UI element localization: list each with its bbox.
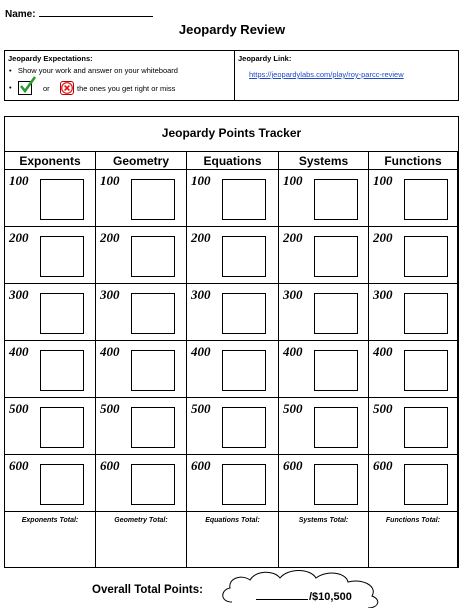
- answer-box[interactable]: [40, 236, 84, 277]
- score-cell: [5, 227, 96, 284]
- answer-box[interactable]: [314, 350, 358, 391]
- points-tracker: [4, 116, 459, 568]
- answer-box[interactable]: [404, 350, 448, 391]
- point-value: 400: [373, 344, 393, 359]
- score-cell: [187, 341, 279, 398]
- answer-box[interactable]: [222, 407, 266, 448]
- column-total: Equations Total:: [187, 512, 279, 568]
- point-value: 500: [100, 401, 120, 416]
- max-points: /$10,500: [309, 591, 352, 603]
- score-cell: [369, 341, 458, 398]
- score-cell: [279, 284, 369, 341]
- answer-box[interactable]: [131, 293, 175, 334]
- score-cell: [369, 398, 458, 455]
- jeopardy-link[interactable]: https://jeopardylabs.com/play/roy-parcc-review: [249, 70, 404, 79]
- page-title: Jeopardy Review: [178, 22, 286, 37]
- answer-box[interactable]: [222, 350, 266, 391]
- column-total: Systems Total:: [279, 512, 369, 568]
- answer-box[interactable]: [404, 407, 448, 448]
- point-value: 600: [100, 458, 120, 473]
- point-value: 500: [191, 401, 211, 416]
- score-field: [256, 591, 352, 603]
- score-cell: [187, 227, 279, 284]
- score-cell: [187, 398, 279, 455]
- point-value: 200: [191, 230, 211, 245]
- score-cell: [96, 227, 187, 284]
- expectation-text-2: the ones you get right or miss: [77, 84, 176, 93]
- point-value: 100: [9, 173, 29, 188]
- link-heading: Jeopardy Link:: [238, 54, 292, 63]
- answer-box[interactable]: [404, 293, 448, 334]
- column-header-equations: Equations: [187, 152, 279, 170]
- score-cell: [279, 455, 369, 512]
- score-cell: [5, 455, 96, 512]
- expectations-panel: [5, 51, 235, 100]
- score-cell: [187, 170, 279, 227]
- point-value: 200: [373, 230, 393, 245]
- point-value: 600: [191, 458, 211, 473]
- score-cell: [96, 341, 187, 398]
- answer-box[interactable]: [131, 407, 175, 448]
- point-value: 100: [283, 173, 303, 188]
- score-cell: [96, 398, 187, 455]
- answer-box[interactable]: [40, 407, 84, 448]
- point-value: 400: [283, 344, 303, 359]
- answer-box[interactable]: [131, 236, 175, 277]
- point-value: 600: [9, 458, 29, 473]
- column-header-exponents: Exponents: [5, 152, 96, 170]
- answer-box[interactable]: [404, 464, 448, 505]
- answer-box[interactable]: [40, 350, 84, 391]
- answer-box[interactable]: [222, 464, 266, 505]
- info-box: [4, 50, 459, 101]
- score-cell: [279, 398, 369, 455]
- point-value: 300: [373, 287, 393, 302]
- answer-box[interactable]: [40, 179, 84, 220]
- point-value: 400: [100, 344, 120, 359]
- expectation-text-1: Show your work and answer on your whiteboard: [17, 66, 178, 75]
- score-cell: [279, 341, 369, 398]
- name-field: [5, 7, 153, 20]
- expectations-heading: Jeopardy Expectations:: [8, 54, 93, 63]
- answer-box[interactable]: [314, 293, 358, 334]
- score-cell: [369, 170, 458, 227]
- column-header-geometry: Geometry: [96, 152, 187, 170]
- checkmark-icon: [18, 81, 32, 95]
- column-total: Geometry Total:: [96, 512, 187, 568]
- point-value: 100: [373, 173, 393, 188]
- score-line: [256, 599, 308, 600]
- name-label: Name:: [5, 9, 36, 20]
- tracker-title: Jeopardy Points Tracker: [5, 117, 458, 152]
- answer-box[interactable]: [404, 179, 448, 220]
- score-cell: [279, 227, 369, 284]
- answer-box[interactable]: [40, 293, 84, 334]
- x-mark-icon: [60, 81, 74, 95]
- score-cell: [369, 284, 458, 341]
- answer-box[interactable]: [40, 464, 84, 505]
- answer-box[interactable]: [222, 236, 266, 277]
- column-total: Functions Total:: [369, 512, 458, 568]
- answer-box[interactable]: [314, 407, 358, 448]
- point-value: 200: [9, 230, 29, 245]
- point-value: 300: [283, 287, 303, 302]
- score-cell: [96, 170, 187, 227]
- point-value: 400: [191, 344, 211, 359]
- answer-box[interactable]: [131, 179, 175, 220]
- point-value: 500: [373, 401, 393, 416]
- column-header-functions: Functions: [369, 152, 458, 170]
- point-value: 300: [191, 287, 211, 302]
- point-value: 600: [283, 458, 303, 473]
- answer-box[interactable]: [314, 179, 358, 220]
- column-total: Exponents Total:: [5, 512, 96, 568]
- answer-box[interactable]: [314, 236, 358, 277]
- expectation-bullet-2: •: [9, 83, 12, 92]
- score-cell: [96, 455, 187, 512]
- score-cell: [5, 284, 96, 341]
- answer-box[interactable]: [222, 293, 266, 334]
- score-cell: [5, 170, 96, 227]
- point-value: 400: [9, 344, 29, 359]
- score-cell: [5, 341, 96, 398]
- point-value: 200: [283, 230, 303, 245]
- answer-box[interactable]: [404, 236, 448, 277]
- column-header-systems: Systems: [279, 152, 369, 170]
- score-cell: [187, 284, 279, 341]
- score-cell: [369, 227, 458, 284]
- answer-box[interactable]: [131, 464, 175, 505]
- expectation-or: or: [43, 84, 50, 93]
- point-value: 100: [191, 173, 211, 188]
- point-value: 300: [9, 287, 29, 302]
- overall-total-label: Overall Total Points:: [92, 584, 203, 596]
- score-cell: [5, 398, 96, 455]
- score-cell: [279, 170, 369, 227]
- score-cell: [187, 455, 279, 512]
- point-value: 600: [373, 458, 393, 473]
- link-panel: [235, 51, 458, 100]
- expectation-bullet-1: • Show your work and answer on your whiteboard: [9, 66, 178, 75]
- name-line: [39, 7, 153, 17]
- point-value: 500: [283, 401, 303, 416]
- score-cell: [369, 455, 458, 512]
- answer-box[interactable]: [314, 464, 358, 505]
- point-value: 100: [100, 173, 120, 188]
- point-value: 300: [100, 287, 120, 302]
- point-value: 200: [100, 230, 120, 245]
- score-cell: [96, 284, 187, 341]
- answer-box[interactable]: [131, 350, 175, 391]
- answer-box[interactable]: [222, 179, 266, 220]
- point-value: 500: [9, 401, 29, 416]
